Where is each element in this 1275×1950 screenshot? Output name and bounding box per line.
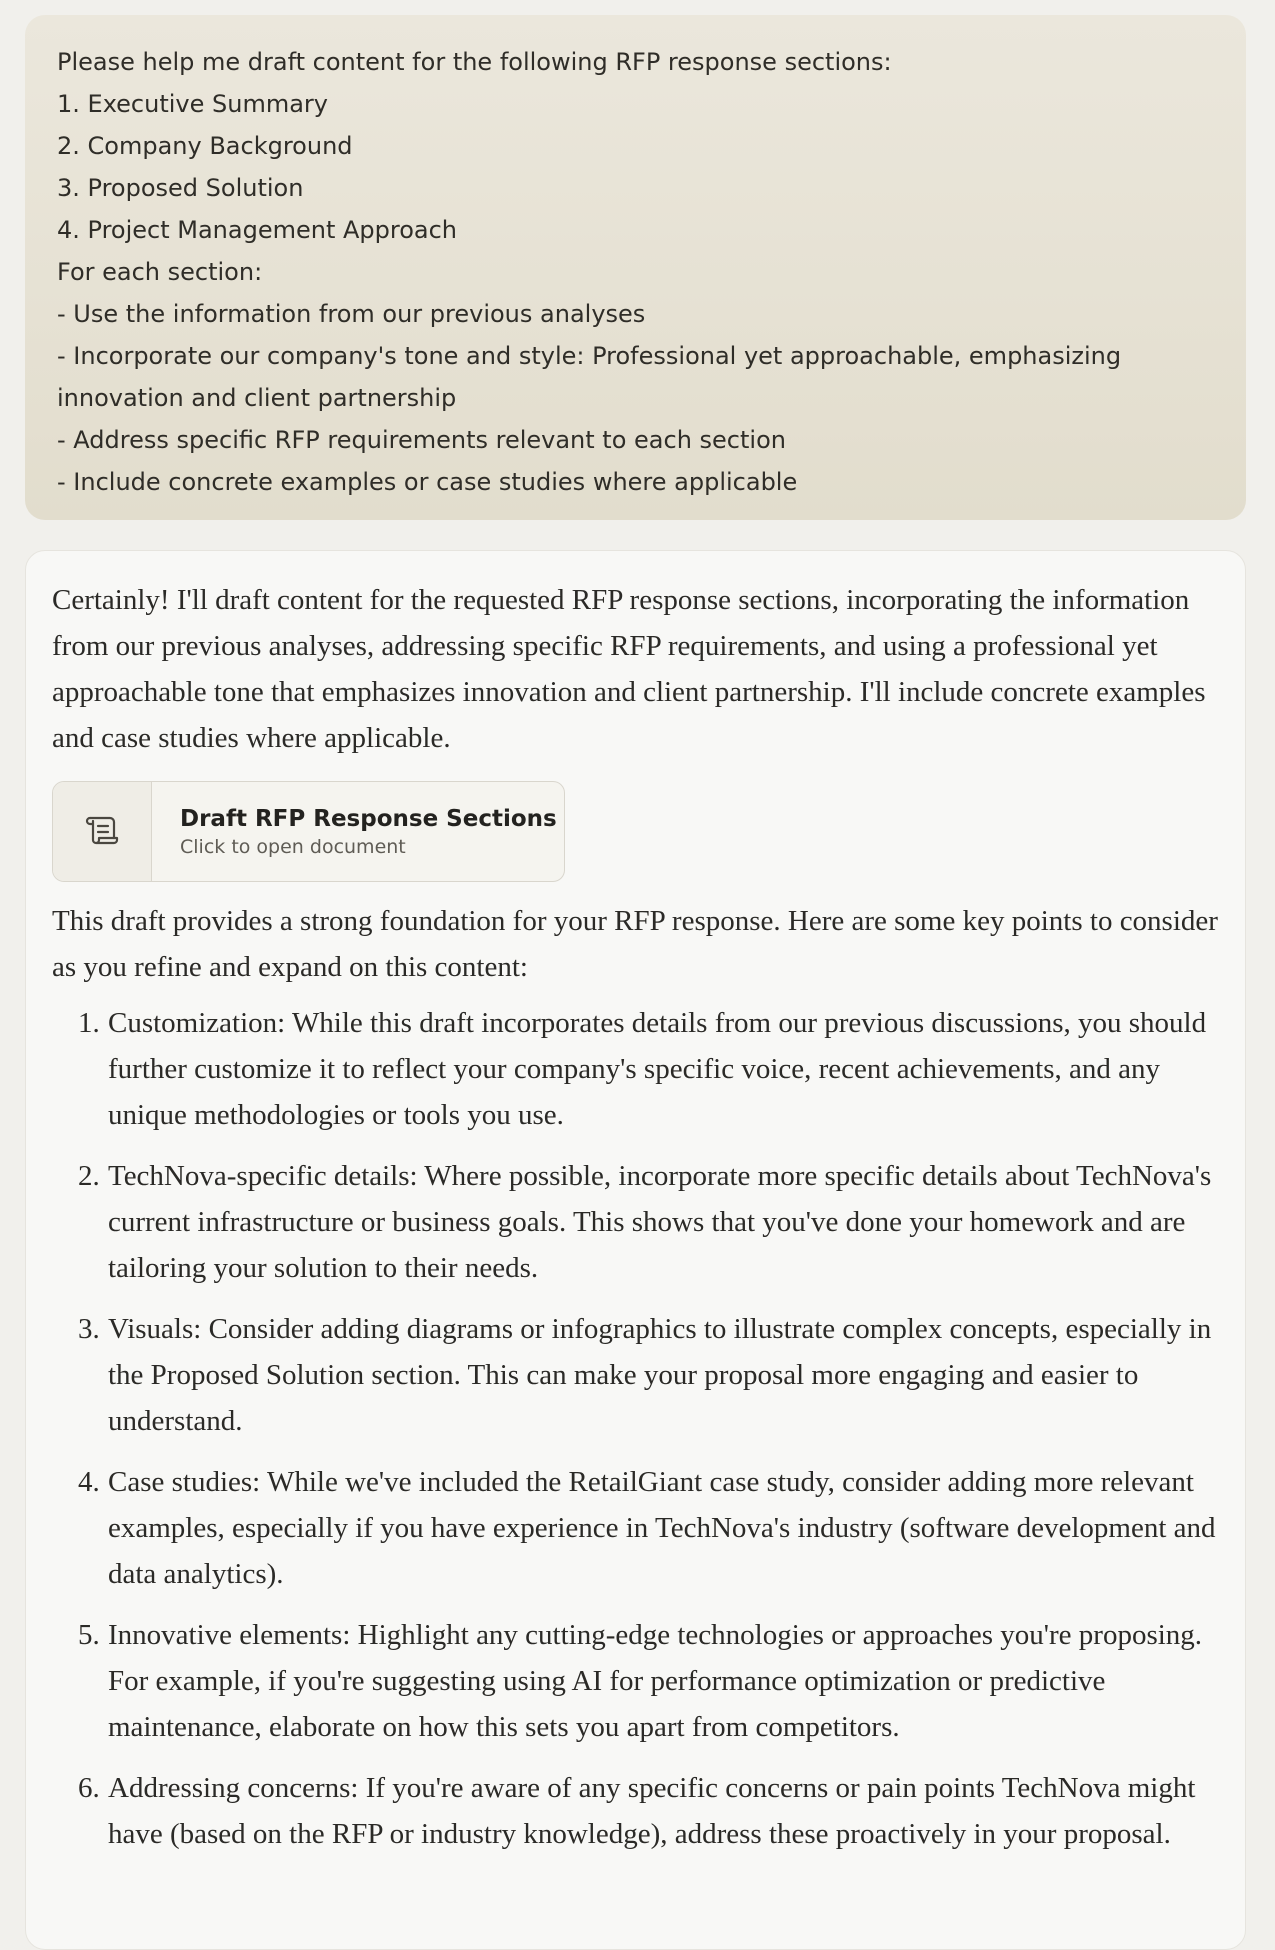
list-item bbox=[52, 1000, 1219, 1138]
assistant-intro-text: Certainly! I'll draft content for the requested RFP response sections, incorporating the information from our previous analyses, addressing specific RFP requirements, and using a professional yet approachable tone that emphasizes innovation and client partnership. I'll include concrete examples and case studies where applicable. bbox=[52, 584, 1206, 754]
document-scroll-icon bbox=[82, 809, 122, 854]
list-item-text: Addressing concerns: If you're aware of any specific concerns or pain points TechNova might have (based on the RFP or industry knowledge), address these proactively in your proposal. bbox=[108, 1772, 1196, 1850]
list-item-number: 4. bbox=[78, 1466, 100, 1498]
list-item bbox=[52, 1459, 1219, 1597]
artifact-icon-container bbox=[53, 782, 152, 881]
artifact-card-button[interactable] bbox=[52, 781, 565, 882]
user-message-line: Please help me draft content for the following RFP response sections: bbox=[57, 48, 892, 76]
list-item-number: 1. bbox=[78, 1007, 100, 1039]
list-item bbox=[52, 1306, 1219, 1444]
user-message-line: 3. Proposed Solution bbox=[57, 174, 304, 202]
list-item bbox=[52, 1765, 1219, 1857]
user-message-line: - Use the information from our previous analyses bbox=[57, 300, 646, 328]
artifact-subtitle: Click to open document bbox=[180, 835, 406, 858]
artifact-title: Draft RFP Response Sections bbox=[180, 805, 557, 832]
list-item-number: 5. bbox=[78, 1619, 100, 1651]
list-item-text: Innovative elements: Highlight any cutting-edge technologies or approaches you're proposing. For example, if you're suggesting using AI for performance optimization or predictive maintenance, elaborate on how this sets you apart from competitors. bbox=[108, 1619, 1203, 1743]
assistant-followup-text: This draft provides a strong foundation for your RFP response. Here are some key points to consider as you refine and expand on this content: bbox=[52, 905, 1218, 983]
user-message-bubble bbox=[25, 15, 1246, 520]
list-item bbox=[52, 1153, 1219, 1291]
artifact-text bbox=[152, 782, 557, 881]
list-item-number: 3. bbox=[78, 1313, 100, 1345]
user-message-line: - Address specific RFP requirements relevant to each section bbox=[57, 426, 786, 454]
list-item-text: Case studies: While we've included the RetailGiant case study, consider adding more relevant examples, especially if you have experience in TechNova's industry (software development and data analytics). bbox=[108, 1466, 1216, 1590]
list-item-text: Customization: While this draft incorporates details from our previous discussions, you should further customize it to reflect your company's specific voice, recent achievements, and any unique methodologies or tools you use. bbox=[108, 1007, 1207, 1131]
user-message-line: 2. Company Background bbox=[57, 132, 353, 160]
key-points-list bbox=[52, 1000, 1219, 1857]
assistant-message bbox=[25, 550, 1246, 1950]
list-item bbox=[52, 1612, 1219, 1750]
user-message-line: - Include concrete examples or case studies where applicable bbox=[57, 468, 798, 496]
user-message-line: 4. Project Management Approach bbox=[57, 216, 458, 244]
list-item-text: TechNova-specific details: Where possible, incorporate more specific details about TechNova's current infrastructure or business goals. This shows that you've done your homework and are tailoring your solution to their needs. bbox=[108, 1160, 1212, 1284]
user-message-line: 1. Executive Summary bbox=[57, 90, 328, 118]
list-item-text: Visuals: Consider adding diagrams or infographics to illustrate complex concepts, especially in the Proposed Solution section. This can make your proposal more engaging and easier to understand. bbox=[108, 1313, 1212, 1437]
user-message-line: innovation and client partnership bbox=[57, 384, 457, 412]
user-message-line: - Incorporate our company's tone and style: Professional yet approachable, emphasizing bbox=[57, 342, 1122, 370]
list-item-number: 6. bbox=[78, 1772, 100, 1804]
list-item-number: 2. bbox=[78, 1160, 100, 1192]
user-message-line: For each section: bbox=[57, 258, 263, 286]
